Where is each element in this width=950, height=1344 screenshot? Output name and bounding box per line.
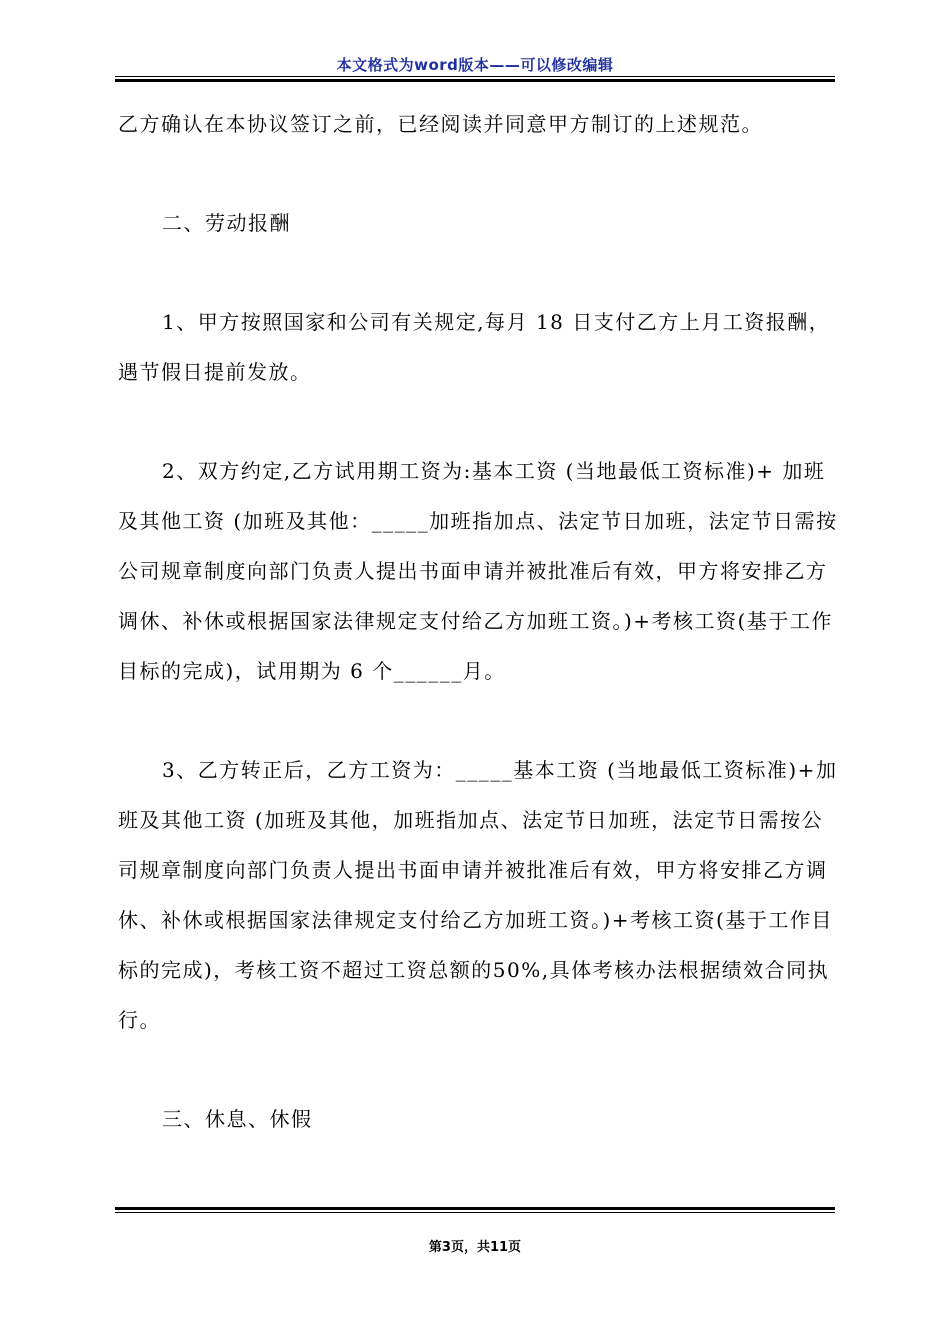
page-number: 第3页，共11页 (428, 1240, 522, 1255)
footer-rule-thin (115, 1212, 835, 1213)
section-heading-remuneration: 二、劳动报酬 (162, 211, 291, 235)
paragraph-clause-3: 3、乙方转正后，乙方工资为：_____基本工资 (当地最低工资标准)+加班及其他工资 (加班及其他，加班指加点、法定节日加班，法定节日需按公司规章制度向部门负责人提出书面申请并被批准后有效，甲方将安排乙方调休、补休或根据国家法律规定支付给乙方加班工资。)+考核工资(基于工作目标的完成)，考核工资不超过工资总额的50%,具体考核办法根据绩效合同执行。 (118, 758, 838, 1032)
header-title: 本文格式为word版本——可以修改编辑 (336, 56, 614, 74)
section-heading-rest-leave: 三、休息、休假 (162, 1107, 313, 1131)
document-body (118, 99, 838, 1144)
paragraph-confirmation: 乙方确认在本协议签订之前，已经阅读并同意甲方制订的上述规范。 (118, 112, 763, 136)
paragraph-clause-1: 1、甲方按照国家和公司有关规定,每月 18 日支付乙方上月工资报酬，遇节假日提前发放。 (118, 310, 831, 384)
header-rule-thick (115, 79, 835, 82)
paragraph-clause-2: 2、双方约定,乙方试用期工资为:基本工资 (当地最低工资标准)+ 加班及其他工资 (加班及其他：_____加班指加点、法定节日加班，法定节日需按公司规章制度向部门负责人提出书面申请并被批准后有效，甲方将安排乙方调休、补休或根据国家法律规定支付给乙方加班工资。)+考核工资(基于工作目标的完成)，试用期为 6 个______月。 (118, 459, 838, 683)
footer-rule-thick (115, 1207, 835, 1210)
header-rule-thin (115, 76, 835, 77)
